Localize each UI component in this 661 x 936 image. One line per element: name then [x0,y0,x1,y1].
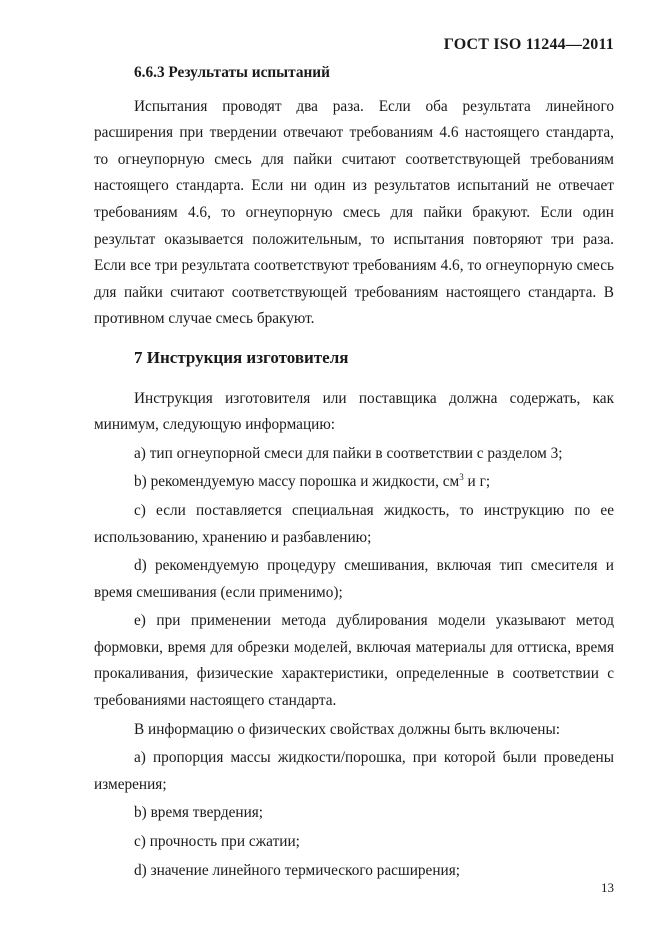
page-body [94,60,614,884]
list-item-c: с) если поставляется специальная жидкость, то инструкцию по ее использованию, хранению и разбавлению; [94,501,614,546]
standard-header: ГОСТ ISO 11244—2011 [443,36,614,53]
section-6-6-3-title: 6.6.3 Результаты испытаний [134,64,330,81]
physical-item-c: с) прочность при сжатии; [134,833,300,851]
list-item-d: d) рекомендуемую процедуру смешивания, включая тип смесителя и время смешивания (если применимо); [94,557,614,601]
physical-item-d: d) значение линейного термического расширения; [134,861,460,879]
physical-properties-intro: В информацию о физических свойствах должны быть включены: [134,720,561,738]
page-number: 13 [601,880,614,895]
test-results-paragraph: Испытания проводят два раза. Если оба результата линейного расширения при твердении отвечают требованиям 4.6 настоящего стандарта, то огнеупорную смесь для пайки считают соответствующей требованиям настоящего стандарта. Если ни один из результатов испытаний не отвечает требованиям 4.6, то огнеупорную смесь для пайки бракуют. Если один результат оказывается положительным, то испытания повторяют три раза. Если все три результата соответствуют требованиям 4.6, то огнеупорную смесь для пайки считают соответствующей требованиям настоящего стандарта. В противном случае смесь бракуют. [94,97,614,328]
list-item-a: а) тип огнеупорной смеси для пайки в соответствии с разделом 3; [134,444,563,462]
list-item-b-tail: и г; [463,473,491,491]
cubic-superscript: 3 [459,472,464,483]
physical-item-a: а) пропорция массы жидкости/порошка, при которой были проведены измерения; [94,749,614,793]
manufacturer-intro-paragraph: Инструкция изготовителя или поставщика должна содержать, как минимум, следующую информацию: [94,389,614,434]
physical-item-b: b) время твердения; [134,804,264,822]
section-7-title: 7 Инструкция изготовителя [134,347,349,367]
list-item-e: е) при применении метода дублирования модели указывают метод формовки, время для обрезки моделей, включая материалы для оттиска, время прокаливания, физические характеристики, определенные в соответствии с требованиями настоящего стандарта. [94,612,614,710]
list-item-b-text: b) рекомендуемую массу порошка и жидкости, см [134,473,460,491]
list-item-b [94,469,614,496]
